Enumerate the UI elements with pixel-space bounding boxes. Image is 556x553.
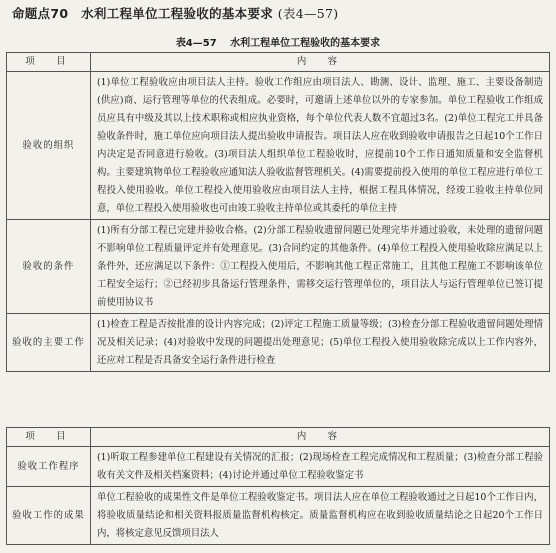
- table-row: [7, 314, 550, 372]
- row-label: 验收工作程序: [7, 447, 91, 487]
- table-header-row: [7, 53, 550, 72]
- header-item: 项 目: [7, 428, 91, 447]
- table-caption: [0, 34, 556, 49]
- header-content: 内 容: [91, 53, 550, 72]
- row-content: (1)单位工程验收应由项目法人主持。验收工作组应由项目法人、勘测、设计、监理、施工、主要设备制造(供应)商、运行管理等单位的代表组成。必要时，可邀请上述单位以外的专家参加。单位工程验收工作组成员应具有中级及其以上技术职称或相应执业资格，每个单位代表人数不宜超过3名。(2)单位工程完工并具备验收条件时，施工单位应向项目法人提出验收申请报告。项目法人应在收到验收申请报告之日起10个工作日内决定是否同意进行验收。(3)项目法人组织单位工程验收时，应提前10个工作日通知质量和安全监督机构。主要建筑物单位工程验收应通知法人验收监督管理机关。(4)需要提前投入使用的单位工程应进行单位工程投入使用验收。单位工程投入使用验收应由项目法人主持，根据工程具体情况，经竣工验收主持单位同意，单位工程投入使用验收也可由竣工验收主持单位或其委托的单位主持: [91, 72, 550, 220]
- caption-number: 表4—57: [175, 38, 217, 49]
- row-content: (1)所有分部工程已完建并验收合格。(2)分部工程验收遗留问题已处理完毕并通过验收，未处理的遗留问题不影响单位工程质量评定并有处理意见。(3)合同约定的其他条件。(4)单位工程投入使用验收除应满足以上条件外，还应满足以下条件：①工程投入使用后，不影响其他工程正常施工，且其他工程施工不影响该单位工程安全运行；②已经初步具备运行管理条件，需移交运行管理单位的，项目法人与运行管理单位已签订提前使用协议书: [91, 220, 550, 314]
- header-item: 项 目: [7, 53, 91, 72]
- row-label: 验收工作的成果: [7, 487, 91, 545]
- header-content: 内 容: [91, 428, 550, 447]
- table-row: [7, 487, 550, 545]
- section-heading: [12, 4, 338, 22]
- row-content: (1)检查工程是否按批准的设计内容完成；(2)评定工程施工质量等级；(3)检查分部工程验收遗留问题处理情况及相关记录；(4)对验收中发现的问题提出处理意见；(5)单位工程投入使用验收除完成以上工作内容外，还应对工程是否具备安全运行条件进行检查: [91, 314, 550, 372]
- table-header-row: [7, 428, 550, 447]
- caption-title: 水利工程单位工程验收的基本要求: [230, 38, 381, 49]
- row-content: 单位工程验收的成果性文件是单位工程验收鉴定书。项目法人应在单位工程验收通过之日起10个工作日内，将验收质量结论和相关资料报质量监督机构核定。质量监督机构应在收到验收质量结论之日起20个工作日内，将核定意见反馈项目法人: [91, 487, 550, 545]
- table-row: [7, 447, 550, 487]
- row-label: 验收的组织: [7, 72, 91, 220]
- heading-table-ref: (表4—57): [277, 6, 339, 21]
- heading-prefix: 命题点70: [12, 6, 69, 21]
- requirements-table-part2: [6, 427, 550, 545]
- table-row: [7, 220, 550, 314]
- row-content: (1)听取工程参建单位工程建设有关情况的汇报；(2)现场检查工程完成情况和工程质量；(3)检查分部工程验收有关文件及相关档案资料；(4)讨论并通过单位工程验收鉴定书: [91, 447, 550, 487]
- table-row: [7, 72, 550, 220]
- requirements-table-part1: [6, 52, 550, 372]
- heading-title: 水利工程单位工程验收的基本要求: [81, 6, 274, 21]
- row-label: 验收的条件: [7, 220, 91, 314]
- row-label: 验收的主要工作: [7, 314, 91, 372]
